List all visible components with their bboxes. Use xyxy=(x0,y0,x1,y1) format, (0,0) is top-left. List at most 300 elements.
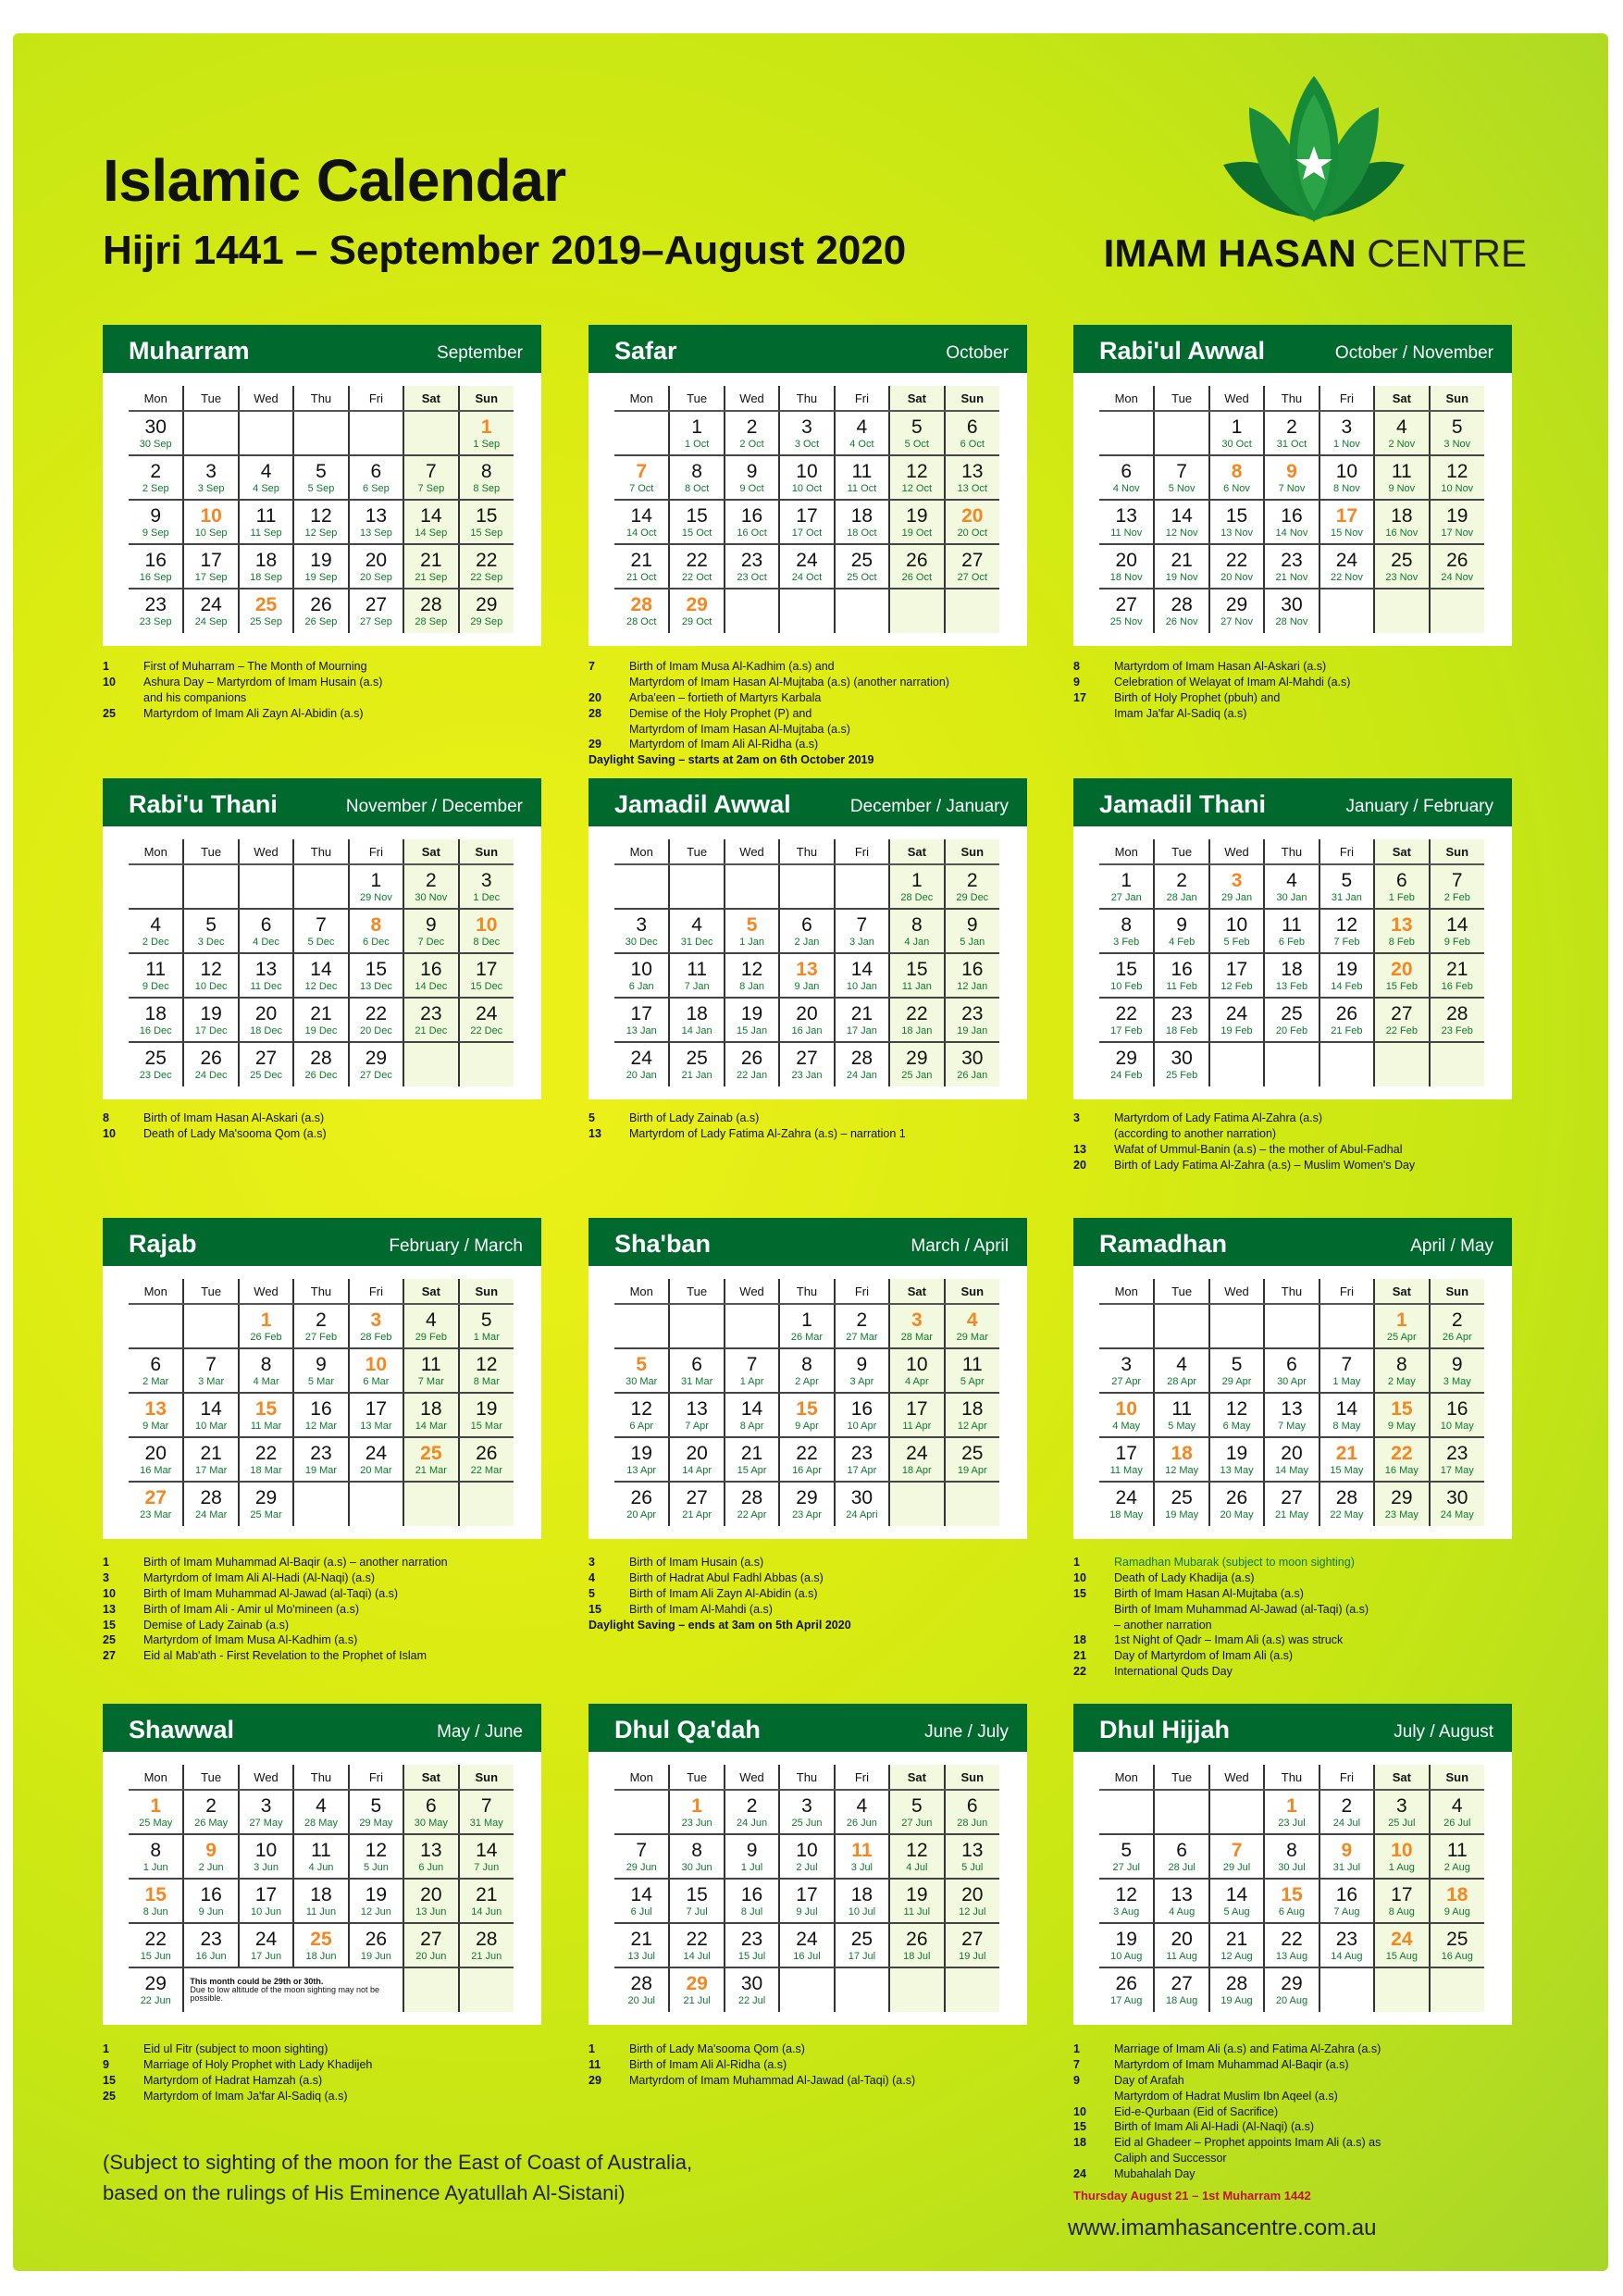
day-cell[interactable] xyxy=(945,1348,999,1393)
day-cell[interactable] xyxy=(1209,1923,1264,1967)
day-cell[interactable] xyxy=(835,1923,889,1967)
day-cell[interactable] xyxy=(183,1923,238,1967)
day-cell[interactable] xyxy=(779,411,834,455)
day-cell[interactable] xyxy=(1374,1923,1429,1967)
day-cell[interactable] xyxy=(1264,1879,1319,1923)
day-cell[interactable] xyxy=(614,1348,669,1393)
day-cell[interactable] xyxy=(1099,1967,1154,2012)
day-cell[interactable] xyxy=(1099,909,1154,953)
day-cell[interactable] xyxy=(129,1834,183,1879)
day-cell[interactable] xyxy=(779,1834,834,1879)
day-cell[interactable] xyxy=(1154,1042,1208,1086)
day-cell[interactable] xyxy=(403,500,458,544)
day-cell[interactable] xyxy=(403,1879,458,1923)
day-cell[interactable] xyxy=(1374,500,1429,544)
day-cell[interactable] xyxy=(1099,500,1154,544)
day-cell[interactable] xyxy=(349,1790,403,1834)
day-cell[interactable] xyxy=(725,1042,779,1086)
day-cell[interactable] xyxy=(1374,455,1429,500)
day-cell[interactable] xyxy=(1374,1879,1429,1923)
day-cell[interactable] xyxy=(1099,1437,1154,1482)
day-cell[interactable] xyxy=(129,998,183,1042)
day-cell[interactable] xyxy=(183,1042,238,1086)
day-cell[interactable] xyxy=(1154,909,1208,953)
day-cell[interactable] xyxy=(1264,1790,1319,1834)
day-cell[interactable] xyxy=(459,1790,514,1834)
day-cell[interactable] xyxy=(239,1879,293,1923)
day-cell[interactable] xyxy=(614,1834,669,1879)
day-cell[interactable] xyxy=(183,1393,238,1437)
day-cell[interactable] xyxy=(669,953,724,998)
day-cell[interactable] xyxy=(889,909,944,953)
day-cell[interactable] xyxy=(183,455,238,500)
day-cell[interactable] xyxy=(1209,1437,1264,1482)
day-cell[interactable] xyxy=(349,1879,403,1923)
day-cell[interactable] xyxy=(183,1482,238,1526)
day-cell[interactable] xyxy=(1264,1923,1319,1967)
day-cell[interactable] xyxy=(669,1967,724,2012)
day-cell[interactable] xyxy=(1209,864,1264,909)
day-cell[interactable] xyxy=(779,1304,834,1348)
day-cell[interactable] xyxy=(835,544,889,589)
day-cell[interactable] xyxy=(889,411,944,455)
day-cell[interactable] xyxy=(945,953,999,998)
day-cell[interactable] xyxy=(1374,1393,1429,1437)
day-cell[interactable] xyxy=(1209,998,1264,1042)
day-cell[interactable] xyxy=(1154,589,1208,633)
day-cell[interactable] xyxy=(1099,1482,1154,1526)
day-cell[interactable] xyxy=(239,953,293,998)
day-cell[interactable] xyxy=(403,953,458,998)
day-cell[interactable] xyxy=(669,1790,724,1834)
day-cell[interactable] xyxy=(349,909,403,953)
day-cell[interactable] xyxy=(725,455,779,500)
day-cell[interactable] xyxy=(293,1304,348,1348)
day-cell[interactable] xyxy=(1430,1790,1484,1834)
day-cell[interactable] xyxy=(945,909,999,953)
day-cell[interactable] xyxy=(129,1393,183,1437)
day-cell[interactable] xyxy=(403,1834,458,1879)
day-cell[interactable] xyxy=(725,500,779,544)
day-cell[interactable] xyxy=(403,1304,458,1348)
day-cell[interactable] xyxy=(1430,500,1484,544)
day-cell[interactable] xyxy=(1430,1437,1484,1482)
day-cell[interactable] xyxy=(239,1348,293,1393)
day-cell[interactable] xyxy=(459,1348,514,1393)
day-cell[interactable] xyxy=(1374,1482,1429,1526)
day-cell[interactable] xyxy=(1374,953,1429,998)
day-cell[interactable] xyxy=(459,455,514,500)
day-cell[interactable] xyxy=(349,1437,403,1482)
day-cell[interactable] xyxy=(1209,953,1264,998)
day-cell[interactable] xyxy=(1430,1879,1484,1923)
day-cell[interactable] xyxy=(1154,953,1208,998)
day-cell[interactable] xyxy=(1099,953,1154,998)
day-cell[interactable] xyxy=(403,544,458,589)
day-cell[interactable] xyxy=(945,1923,999,1967)
day-cell[interactable] xyxy=(1154,1879,1208,1923)
day-cell[interactable] xyxy=(835,455,889,500)
day-cell[interactable] xyxy=(129,455,183,500)
day-cell[interactable] xyxy=(669,500,724,544)
day-cell[interactable] xyxy=(459,544,514,589)
day-cell[interactable] xyxy=(403,1393,458,1437)
day-cell[interactable] xyxy=(1209,1482,1264,1526)
day-cell[interactable] xyxy=(293,544,348,589)
day-cell[interactable] xyxy=(183,544,238,589)
day-cell[interactable] xyxy=(1319,864,1374,909)
day-cell[interactable] xyxy=(1430,1304,1484,1348)
day-cell[interactable] xyxy=(1264,411,1319,455)
day-cell[interactable] xyxy=(725,1437,779,1482)
day-cell[interactable] xyxy=(1319,1790,1374,1834)
day-cell[interactable] xyxy=(1154,1967,1208,2012)
day-cell[interactable] xyxy=(129,1790,183,1834)
day-cell[interactable] xyxy=(669,1834,724,1879)
day-cell[interactable] xyxy=(779,998,834,1042)
day-cell[interactable] xyxy=(1099,1393,1154,1437)
day-cell[interactable] xyxy=(349,864,403,909)
day-cell[interactable] xyxy=(725,998,779,1042)
day-cell[interactable] xyxy=(779,1482,834,1526)
day-cell[interactable] xyxy=(1209,544,1264,589)
day-cell[interactable] xyxy=(835,1348,889,1393)
day-cell[interactable] xyxy=(1430,455,1484,500)
day-cell[interactable] xyxy=(1264,864,1319,909)
day-cell[interactable] xyxy=(1374,544,1429,589)
day-cell[interactable] xyxy=(779,455,834,500)
day-cell[interactable] xyxy=(1209,455,1264,500)
day-cell[interactable] xyxy=(725,1348,779,1393)
day-cell[interactable] xyxy=(1430,998,1484,1042)
day-cell[interactable] xyxy=(1154,864,1208,909)
day-cell[interactable] xyxy=(459,953,514,998)
day-cell[interactable] xyxy=(945,455,999,500)
day-cell[interactable] xyxy=(945,864,999,909)
day-cell[interactable] xyxy=(725,411,779,455)
day-cell[interactable] xyxy=(945,1042,999,1086)
day-cell[interactable] xyxy=(183,1348,238,1393)
day-cell[interactable] xyxy=(1264,953,1319,998)
day-cell[interactable] xyxy=(239,1304,293,1348)
day-cell[interactable] xyxy=(725,1923,779,1967)
day-cell[interactable] xyxy=(1374,864,1429,909)
day-cell[interactable] xyxy=(239,998,293,1042)
day-cell[interactable] xyxy=(1099,1042,1154,1086)
day-cell[interactable] xyxy=(669,909,724,953)
day-cell[interactable] xyxy=(403,589,458,633)
day-cell[interactable] xyxy=(1374,1834,1429,1879)
day-cell[interactable] xyxy=(1209,1967,1264,2012)
day-cell[interactable] xyxy=(1430,909,1484,953)
day-cell[interactable] xyxy=(779,1437,834,1482)
day-cell[interactable] xyxy=(293,909,348,953)
day-cell[interactable] xyxy=(1264,589,1319,633)
day-cell[interactable] xyxy=(945,1834,999,1879)
day-cell[interactable] xyxy=(293,500,348,544)
day-cell[interactable] xyxy=(349,455,403,500)
day-cell[interactable] xyxy=(459,909,514,953)
day-cell[interactable] xyxy=(779,953,834,998)
day-cell[interactable] xyxy=(403,1348,458,1393)
day-cell[interactable] xyxy=(945,500,999,544)
day-cell[interactable] xyxy=(403,1790,458,1834)
day-cell[interactable] xyxy=(349,1348,403,1393)
day-cell[interactable] xyxy=(669,1437,724,1482)
day-cell[interactable] xyxy=(349,1042,403,1086)
day-cell[interactable] xyxy=(129,1348,183,1393)
day-cell[interactable] xyxy=(459,411,514,455)
day-cell[interactable] xyxy=(1209,500,1264,544)
day-cell[interactable] xyxy=(1099,1923,1154,1967)
day-cell[interactable] xyxy=(1154,1482,1208,1526)
day-cell[interactable] xyxy=(669,589,724,633)
day-cell[interactable] xyxy=(1319,1879,1374,1923)
day-cell[interactable] xyxy=(835,909,889,953)
day-cell[interactable] xyxy=(1154,1348,1208,1393)
day-cell[interactable] xyxy=(779,909,834,953)
website-link[interactable]: www.imamhasancentre.com.au xyxy=(1068,2215,1377,2240)
day-cell[interactable] xyxy=(669,1879,724,1923)
day-cell[interactable] xyxy=(459,1304,514,1348)
day-cell[interactable] xyxy=(459,998,514,1042)
day-cell[interactable] xyxy=(614,1042,669,1086)
day-cell[interactable] xyxy=(239,544,293,589)
day-cell[interactable] xyxy=(889,1437,944,1482)
day-cell[interactable] xyxy=(889,1790,944,1834)
day-cell[interactable] xyxy=(1209,909,1264,953)
day-cell[interactable] xyxy=(1099,864,1154,909)
day-cell[interactable] xyxy=(1264,500,1319,544)
day-cell[interactable] xyxy=(239,500,293,544)
day-cell[interactable] xyxy=(1374,1348,1429,1393)
day-cell[interactable] xyxy=(1264,544,1319,589)
day-cell[interactable] xyxy=(293,1834,348,1879)
day-cell[interactable] xyxy=(779,1879,834,1923)
day-cell[interactable] xyxy=(725,1834,779,1879)
day-cell[interactable] xyxy=(889,1834,944,1879)
day-cell[interactable] xyxy=(1154,1834,1208,1879)
day-cell[interactable] xyxy=(403,998,458,1042)
day-cell[interactable] xyxy=(1319,1482,1374,1526)
day-cell[interactable] xyxy=(725,1790,779,1834)
day-cell[interactable] xyxy=(293,1879,348,1923)
day-cell[interactable] xyxy=(614,998,669,1042)
day-cell[interactable] xyxy=(835,998,889,1042)
day-cell[interactable] xyxy=(669,455,724,500)
day-cell[interactable] xyxy=(1209,411,1264,455)
day-cell[interactable] xyxy=(889,500,944,544)
day-cell[interactable] xyxy=(1264,1482,1319,1526)
day-cell[interactable] xyxy=(293,455,348,500)
day-cell[interactable] xyxy=(614,909,669,953)
day-cell[interactable] xyxy=(669,544,724,589)
day-cell[interactable] xyxy=(889,1304,944,1348)
day-cell[interactable] xyxy=(183,1879,238,1923)
day-cell[interactable] xyxy=(239,589,293,633)
day-cell[interactable] xyxy=(725,953,779,998)
day-cell[interactable] xyxy=(725,544,779,589)
day-cell[interactable] xyxy=(614,1482,669,1526)
day-cell[interactable] xyxy=(889,1348,944,1393)
day-cell[interactable] xyxy=(1430,411,1484,455)
day-cell[interactable] xyxy=(835,1482,889,1526)
day-cell[interactable] xyxy=(779,1393,834,1437)
day-cell[interactable] xyxy=(1099,1879,1154,1923)
day-cell[interactable] xyxy=(129,1967,183,2012)
day-cell[interactable] xyxy=(1099,455,1154,500)
day-cell[interactable] xyxy=(1319,500,1374,544)
day-cell[interactable] xyxy=(1154,1923,1208,1967)
day-cell[interactable] xyxy=(779,500,834,544)
day-cell[interactable] xyxy=(614,1437,669,1482)
day-cell[interactable] xyxy=(889,1923,944,1967)
day-cell[interactable] xyxy=(779,1348,834,1393)
day-cell[interactable] xyxy=(1319,1923,1374,1967)
day-cell[interactable] xyxy=(835,500,889,544)
day-cell[interactable] xyxy=(725,1482,779,1526)
day-cell[interactable] xyxy=(614,455,669,500)
day-cell[interactable] xyxy=(779,1923,834,1967)
day-cell[interactable] xyxy=(293,1042,348,1086)
day-cell[interactable] xyxy=(1430,1348,1484,1393)
day-cell[interactable] xyxy=(129,589,183,633)
day-cell[interactable] xyxy=(1430,544,1484,589)
day-cell[interactable] xyxy=(239,1437,293,1482)
day-cell[interactable] xyxy=(1154,1393,1208,1437)
day-cell[interactable] xyxy=(459,1437,514,1482)
day-cell[interactable] xyxy=(349,544,403,589)
day-cell[interactable] xyxy=(1264,1967,1319,2012)
day-cell[interactable] xyxy=(1430,1482,1484,1526)
day-cell[interactable] xyxy=(725,909,779,953)
day-cell[interactable] xyxy=(1374,1304,1429,1348)
day-cell[interactable] xyxy=(1154,1437,1208,1482)
day-cell[interactable] xyxy=(183,909,238,953)
day-cell[interactable] xyxy=(239,1790,293,1834)
day-cell[interactable] xyxy=(293,953,348,998)
day-cell[interactable] xyxy=(614,500,669,544)
day-cell[interactable] xyxy=(779,1790,834,1834)
day-cell[interactable] xyxy=(889,864,944,909)
day-cell[interactable] xyxy=(293,589,348,633)
day-cell[interactable] xyxy=(459,1923,514,1967)
day-cell[interactable] xyxy=(1264,1437,1319,1482)
day-cell[interactable] xyxy=(349,1393,403,1437)
day-cell[interactable] xyxy=(1374,998,1429,1042)
day-cell[interactable] xyxy=(349,1834,403,1879)
day-cell[interactable] xyxy=(669,411,724,455)
day-cell[interactable] xyxy=(1099,1348,1154,1393)
day-cell[interactable] xyxy=(614,544,669,589)
day-cell[interactable] xyxy=(1209,589,1264,633)
day-cell[interactable] xyxy=(1319,1348,1374,1393)
day-cell[interactable] xyxy=(459,589,514,633)
day-cell[interactable] xyxy=(835,411,889,455)
day-cell[interactable] xyxy=(239,1834,293,1879)
day-cell[interactable] xyxy=(1430,953,1484,998)
day-cell[interactable] xyxy=(239,909,293,953)
day-cell[interactable] xyxy=(403,1437,458,1482)
day-cell[interactable] xyxy=(403,864,458,909)
day-cell[interactable] xyxy=(293,1393,348,1437)
day-cell[interactable] xyxy=(1209,1834,1264,1879)
day-cell[interactable] xyxy=(1264,1393,1319,1437)
day-cell[interactable] xyxy=(1264,1348,1319,1393)
day-cell[interactable] xyxy=(1099,1834,1154,1879)
day-cell[interactable] xyxy=(1374,1790,1429,1834)
day-cell[interactable] xyxy=(835,1304,889,1348)
day-cell[interactable] xyxy=(239,1042,293,1086)
day-cell[interactable] xyxy=(403,909,458,953)
day-cell[interactable] xyxy=(614,1393,669,1437)
day-cell[interactable] xyxy=(459,864,514,909)
day-cell[interactable] xyxy=(129,909,183,953)
day-cell[interactable] xyxy=(459,1834,514,1879)
day-cell[interactable] xyxy=(835,1042,889,1086)
day-cell[interactable] xyxy=(669,1348,724,1393)
day-cell[interactable] xyxy=(889,455,944,500)
day-cell[interactable] xyxy=(1319,1437,1374,1482)
day-cell[interactable] xyxy=(614,589,669,633)
day-cell[interactable] xyxy=(1209,1348,1264,1393)
day-cell[interactable] xyxy=(239,1482,293,1526)
day-cell[interactable] xyxy=(614,1879,669,1923)
day-cell[interactable] xyxy=(459,500,514,544)
day-cell[interactable] xyxy=(945,1437,999,1482)
day-cell[interactable] xyxy=(1319,909,1374,953)
day-cell[interactable] xyxy=(1319,1834,1374,1879)
day-cell[interactable] xyxy=(349,998,403,1042)
day-cell[interactable] xyxy=(669,1042,724,1086)
day-cell[interactable] xyxy=(459,1879,514,1923)
day-cell[interactable] xyxy=(889,1879,944,1923)
day-cell[interactable] xyxy=(889,998,944,1042)
day-cell[interactable] xyxy=(403,455,458,500)
day-cell[interactable] xyxy=(293,1923,348,1967)
day-cell[interactable] xyxy=(349,1304,403,1348)
day-cell[interactable] xyxy=(1374,1437,1429,1482)
day-cell[interactable] xyxy=(669,1923,724,1967)
day-cell[interactable] xyxy=(1430,864,1484,909)
day-cell[interactable] xyxy=(1264,909,1319,953)
day-cell[interactable] xyxy=(889,1393,944,1437)
day-cell[interactable] xyxy=(293,1437,348,1482)
day-cell[interactable] xyxy=(1430,1923,1484,1967)
day-cell[interactable] xyxy=(349,500,403,544)
day-cell[interactable] xyxy=(1264,998,1319,1042)
day-cell[interactable] xyxy=(1374,909,1429,953)
day-cell[interactable] xyxy=(1154,500,1208,544)
day-cell[interactable] xyxy=(349,953,403,998)
day-cell[interactable] xyxy=(889,953,944,998)
day-cell[interactable] xyxy=(129,1042,183,1086)
day-cell[interactable] xyxy=(1319,411,1374,455)
day-cell[interactable] xyxy=(779,544,834,589)
day-cell[interactable] xyxy=(1264,455,1319,500)
day-cell[interactable] xyxy=(239,455,293,500)
day-cell[interactable] xyxy=(669,998,724,1042)
day-cell[interactable] xyxy=(889,544,944,589)
day-cell[interactable] xyxy=(293,1790,348,1834)
day-cell[interactable] xyxy=(403,1923,458,1967)
day-cell[interactable] xyxy=(129,953,183,998)
day-cell[interactable] xyxy=(669,1482,724,1526)
day-cell[interactable] xyxy=(349,1923,403,1967)
day-cell[interactable] xyxy=(945,411,999,455)
day-cell[interactable] xyxy=(614,953,669,998)
day-cell[interactable] xyxy=(239,1923,293,1967)
